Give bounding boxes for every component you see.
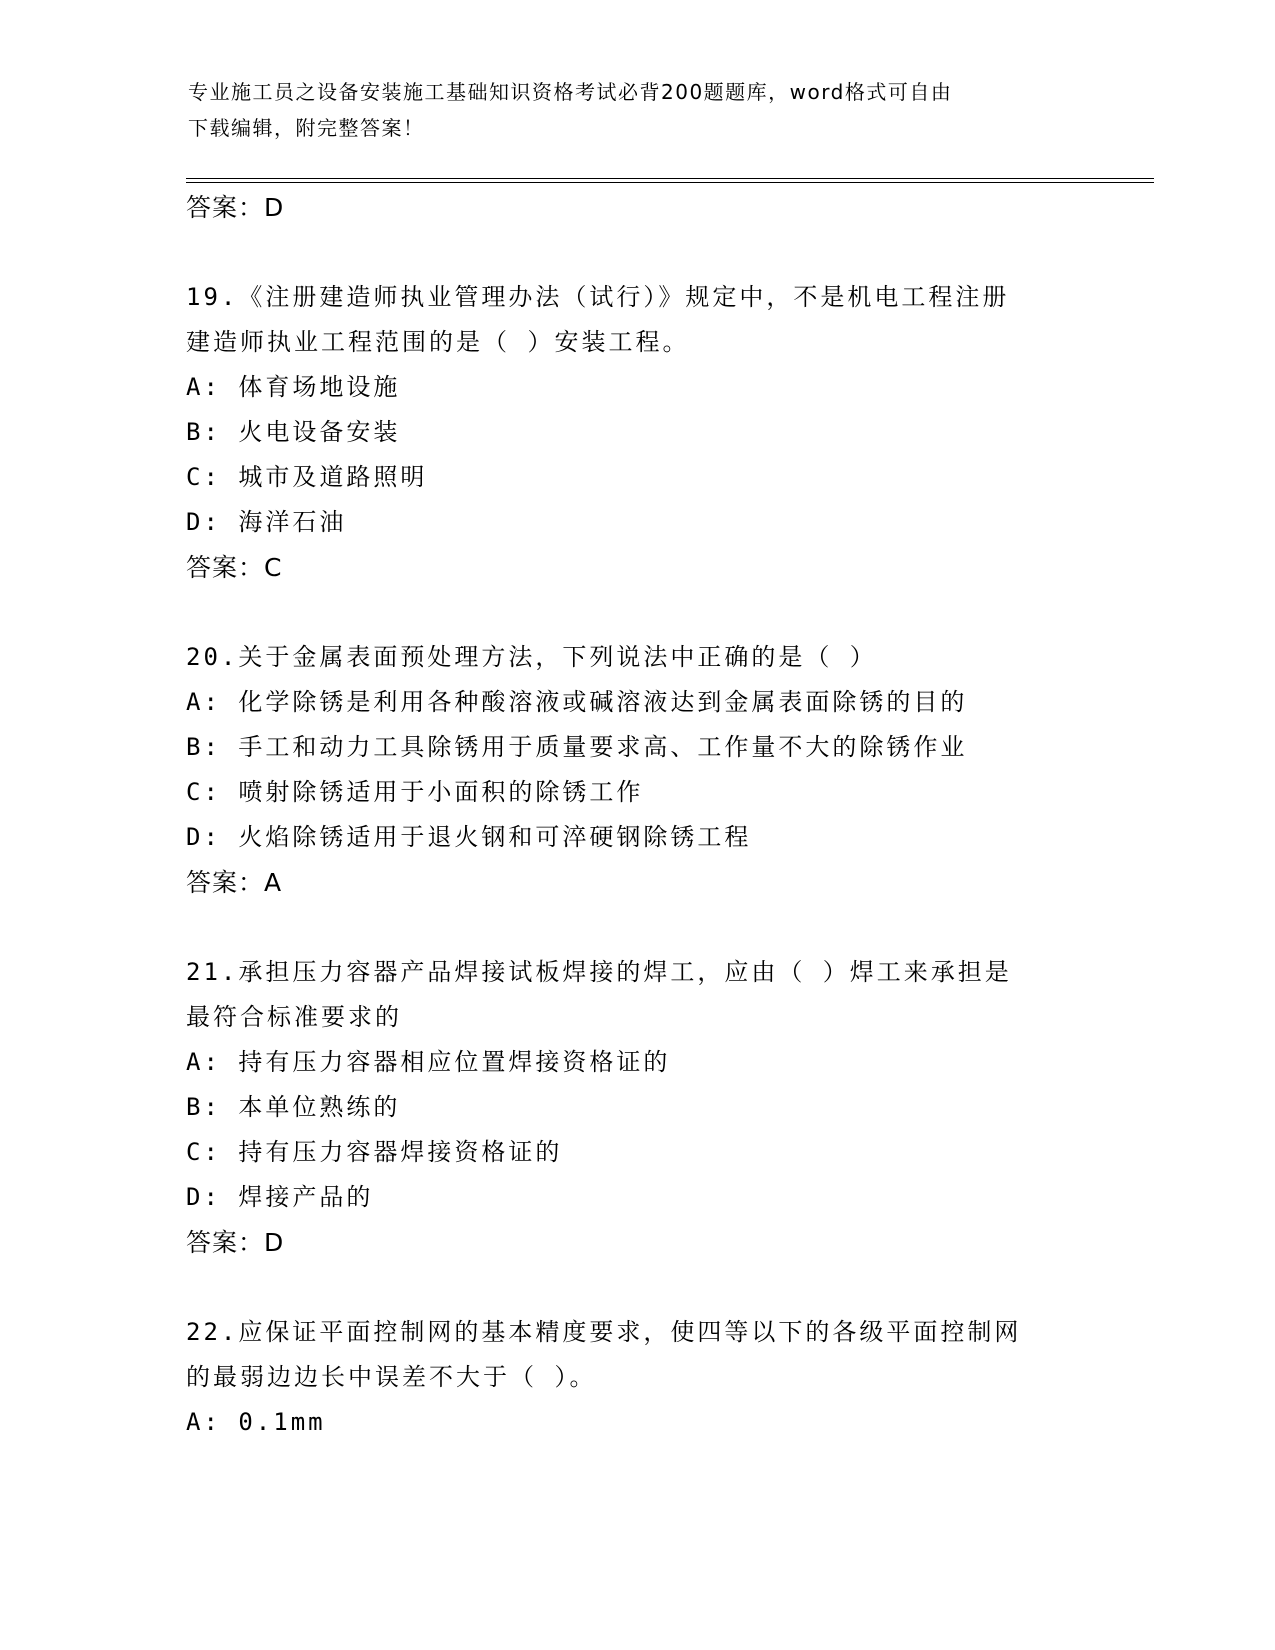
answer-label: 答案：C: [186, 553, 283, 582]
question-stem: 20.关于金属表面预处理方法，下列说法中正确的是（ ）: [186, 643, 877, 671]
question-stem: 最符合标准要求的: [186, 1003, 402, 1031]
spacer: [186, 230, 1086, 275]
option-d: D: 火焰除锈适用于退火钢和可淬硬钢除锈工程: [186, 823, 752, 851]
option-a: A: 化学除锈是利用各种酸溶液或碱溶液达到金属表面除锈的目的: [186, 688, 968, 716]
previous-answer: 答案：D: [186, 193, 285, 222]
option-a: A: 体育场地设施: [186, 373, 401, 401]
spacer: [186, 1265, 1086, 1310]
answer-label: 答案：A: [186, 868, 283, 897]
header-divider-bottom: [186, 182, 1154, 183]
question-stem: 22.应保证平面控制网的基本精度要求，使四等以下的各级平面控制网: [186, 1318, 1022, 1346]
question-21: [186, 950, 1086, 1265]
option-a: A: 持有压力容器相应位置焊接资格证的: [186, 1048, 671, 1076]
spacer: [186, 905, 1086, 950]
header-line-2: 下载编辑，附完整答案！: [188, 116, 425, 140]
question-stem: 建造师执业工程范围的是（ ）安装工程。: [186, 328, 690, 356]
option-b: B: 本单位熟练的: [186, 1093, 401, 1121]
answer-label: 答案：D: [186, 1228, 285, 1257]
question-list: [186, 185, 1086, 1445]
question-stem: 21.承担压力容器产品焊接试板焊接的焊工，应由（ ）焊工来承担是: [186, 958, 1012, 986]
option-c: C: 喷射除锈适用于小面积的除锈工作: [186, 778, 644, 806]
header-line-1: 专业施工员之设备安装施工基础知识资格考试必背200题题库，word格式可自由: [188, 80, 953, 104]
document-header: [188, 74, 1068, 146]
question-stem: 19.《注册建造师执业管理办法（试行）》规定中，不是机电工程注册: [186, 283, 1010, 311]
option-a: A: 0.1mm: [186, 1408, 326, 1436]
question-22: [186, 1310, 1086, 1445]
question-19: [186, 275, 1086, 590]
question-stem: 的最弱边边长中误差不大于（ ）。: [186, 1363, 597, 1391]
question-20: [186, 635, 1086, 905]
header-divider-top: [186, 178, 1154, 179]
option-d: D: 焊接产品的: [186, 1183, 374, 1211]
option-b: B: 手工和动力工具除锈用于质量要求高、工作量不大的除锈作业: [186, 733, 968, 761]
option-c: C: 持有压力容器焊接资格证的: [186, 1138, 563, 1166]
option-b: B: 火电设备安装: [186, 418, 401, 446]
option-d: D: 海洋石油: [186, 508, 347, 536]
spacer: [186, 590, 1086, 635]
option-c: C: 城市及道路照明: [186, 463, 428, 491]
